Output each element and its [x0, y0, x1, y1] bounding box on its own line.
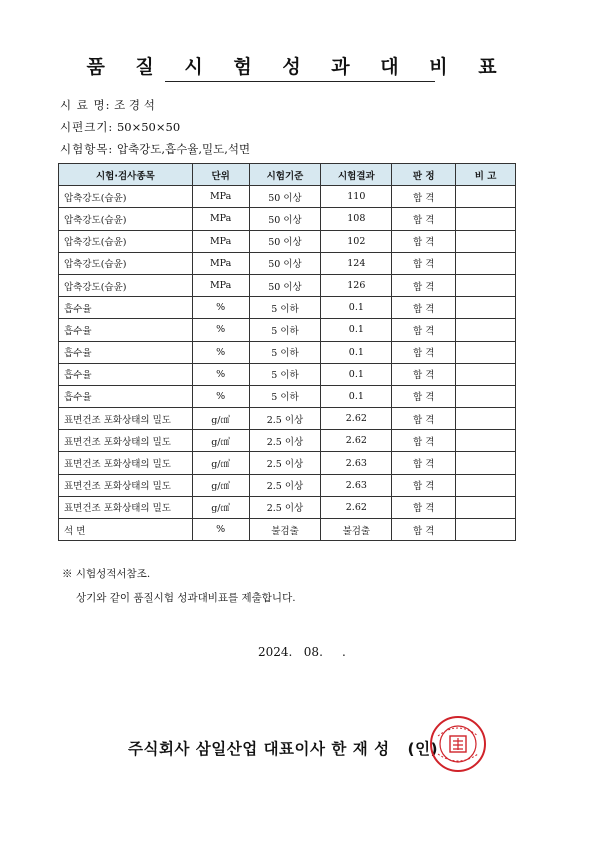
cell-judgement: 합 격 — [392, 297, 456, 319]
table-row — [59, 230, 516, 252]
cell-standard: 5 이하 — [249, 385, 321, 407]
cell-test-item: 흡수율 — [59, 319, 193, 341]
table-row — [59, 186, 516, 208]
cell-remarks — [456, 452, 516, 474]
cell-remarks — [456, 341, 516, 363]
cell-result: 126 — [321, 274, 392, 296]
table-row — [59, 363, 516, 385]
cell-test-item: 표면건조 포화상태의 밀도 — [59, 408, 193, 430]
reference-note: ※ 시험성적서참조. — [62, 568, 151, 580]
cell-judgement: 합 격 — [392, 430, 456, 452]
table-row — [59, 319, 516, 341]
cell-unit: % — [192, 519, 249, 541]
cell-unit: % — [192, 319, 249, 341]
cell-test-item: 압축강도(습윤) — [59, 252, 193, 274]
cell-remarks — [456, 230, 516, 252]
submission-statement: 상기와 같이 품질시험 성과대비표를 제출합니다. — [76, 592, 296, 604]
sample-name-row — [60, 97, 155, 113]
cell-result: 0.1 — [321, 297, 392, 319]
cell-test-item: 표면건조 포화상태의 밀도 — [59, 430, 193, 452]
cell-judgement: 합 격 — [392, 385, 456, 407]
table-row — [59, 208, 516, 230]
cell-unit: g/㎤ — [192, 452, 249, 474]
cell-test-item: 흡수율 — [59, 363, 193, 385]
document-title: 품 질 시 험 성 과 대 비 표 — [86, 56, 509, 78]
cell-test-item: 압축강도(습윤) — [59, 230, 193, 252]
specimen-size-row — [60, 119, 180, 135]
cell-standard: 50 이상 — [249, 208, 321, 230]
specimen-size-label: 시편크기: — [60, 120, 114, 134]
cell-standard: 2.5 이상 — [249, 430, 321, 452]
cell-remarks — [456, 319, 516, 341]
test-items-value: 압축강도,흡수율,밀도,석면 — [116, 142, 251, 156]
cell-unit: MPa — [192, 230, 249, 252]
cell-result: 2.63 — [321, 452, 392, 474]
cell-judgement: 합 격 — [392, 519, 456, 541]
table-row — [59, 274, 516, 296]
cell-remarks — [456, 519, 516, 541]
cell-standard: 5 이하 — [249, 363, 321, 385]
cell-judgement: 합 격 — [392, 363, 456, 385]
cell-test-item: 압축강도(습윤) — [59, 186, 193, 208]
cell-test-item: 표면건조 포화상태의 밀도 — [59, 452, 193, 474]
cell-remarks — [456, 408, 516, 430]
sample-name-value: 조 경 석 — [114, 98, 155, 112]
table-row — [59, 452, 516, 474]
cell-judgement: 합 격 — [392, 186, 456, 208]
cell-standard: 불검출 — [249, 519, 321, 541]
test-items-row — [60, 141, 250, 157]
cell-judgement: 합 격 — [392, 208, 456, 230]
cell-unit: MPa — [192, 252, 249, 274]
cell-unit: % — [192, 297, 249, 319]
cell-judgement: 합 격 — [392, 230, 456, 252]
cell-result: 102 — [321, 230, 392, 252]
cell-judgement: 합 격 — [392, 319, 456, 341]
cell-remarks — [456, 474, 516, 496]
cell-standard: 5 이하 — [249, 341, 321, 363]
header-remarks: 비 고 — [456, 164, 516, 186]
cell-unit: % — [192, 385, 249, 407]
cell-standard: 5 이하 — [249, 297, 321, 319]
table-header-row — [59, 164, 516, 186]
sample-name-label: 시 료 명: — [60, 98, 111, 112]
cell-unit: MPa — [192, 274, 249, 296]
cell-test-item: 압축강도(습윤) — [59, 208, 193, 230]
cell-judgement: 합 격 — [392, 474, 456, 496]
cell-test-item: 표면건조 포화상태의 밀도 — [59, 474, 193, 496]
table-row — [59, 496, 516, 518]
cell-standard: 2.5 이상 — [249, 496, 321, 518]
cell-unit: g/㎤ — [192, 408, 249, 430]
cell-test-item: 흡수율 — [59, 385, 193, 407]
cell-result: 108 — [321, 208, 392, 230]
cell-test-item: 흡수율 — [59, 297, 193, 319]
cell-remarks — [456, 363, 516, 385]
cell-remarks — [456, 186, 516, 208]
table-row — [59, 408, 516, 430]
results-table — [58, 163, 516, 541]
signatory: 주식회사 삼일산업 대표이사 한 재 성 — [128, 740, 390, 758]
cell-test-item: 압축강도(습윤) — [59, 274, 193, 296]
table-row — [59, 474, 516, 496]
cell-standard: 50 이상 — [249, 230, 321, 252]
cell-unit: MPa — [192, 208, 249, 230]
cell-unit: g/㎤ — [192, 496, 249, 518]
cell-unit: % — [192, 341, 249, 363]
cell-test-item: 흡수율 — [59, 341, 193, 363]
cell-result: 2.62 — [321, 496, 392, 518]
cell-result: 2.62 — [321, 408, 392, 430]
cell-result: 124 — [321, 252, 392, 274]
cell-standard: 50 이상 — [249, 186, 321, 208]
cell-unit: MPa — [192, 186, 249, 208]
cell-judgement: 합 격 — [392, 496, 456, 518]
cell-result: 2.63 — [321, 474, 392, 496]
cell-remarks — [456, 274, 516, 296]
cell-result: 0.1 — [321, 385, 392, 407]
cell-remarks — [456, 208, 516, 230]
cell-standard: 2.5 이상 — [249, 474, 321, 496]
cell-unit: g/㎤ — [192, 430, 249, 452]
cell-result: 0.1 — [321, 363, 392, 385]
test-items-label: 시험항목: — [60, 142, 114, 156]
cell-result: 불검출 — [321, 519, 392, 541]
seal-mark-text: (인) — [407, 740, 439, 758]
title-underline — [165, 81, 435, 82]
header-test-item: 시험·검사종목 — [59, 164, 193, 186]
cell-judgement: 합 격 — [392, 274, 456, 296]
cell-remarks — [456, 297, 516, 319]
signature-line — [128, 737, 438, 759]
cell-remarks — [456, 430, 516, 452]
cell-test-item: 석 면 — [59, 519, 193, 541]
cell-standard: 2.5 이상 — [249, 408, 321, 430]
company-seal-stamp — [428, 714, 488, 774]
cell-result: 2.62 — [321, 430, 392, 452]
cell-unit: % — [192, 363, 249, 385]
specimen-size-value: 50×50×50 — [116, 120, 181, 134]
table-row — [59, 341, 516, 363]
table-row — [59, 519, 516, 541]
table-row — [59, 430, 516, 452]
cell-remarks — [456, 252, 516, 274]
header-result: 시험결과 — [321, 164, 392, 186]
header-standard: 시험기준 — [249, 164, 321, 186]
table-row — [59, 252, 516, 274]
cell-remarks — [456, 496, 516, 518]
header-judgement: 판 정 — [392, 164, 456, 186]
header-unit: 단위 — [192, 164, 249, 186]
table-row — [59, 297, 516, 319]
cell-standard: 50 이상 — [249, 252, 321, 274]
cell-standard: 50 이상 — [249, 274, 321, 296]
cell-judgement: 합 격 — [392, 252, 456, 274]
cell-remarks — [456, 385, 516, 407]
cell-standard: 2.5 이상 — [249, 452, 321, 474]
table-row — [59, 385, 516, 407]
cell-test-item: 표면건조 포화상태의 밀도 — [59, 496, 193, 518]
cell-judgement: 합 격 — [392, 408, 456, 430]
cell-result: 0.1 — [321, 319, 392, 341]
cell-unit: g/㎤ — [192, 474, 249, 496]
submission-date: 2024. 08. . — [258, 645, 346, 659]
cell-result: 110 — [321, 186, 392, 208]
cell-standard: 5 이하 — [249, 319, 321, 341]
cell-result: 0.1 — [321, 341, 392, 363]
cell-judgement: 합 격 — [392, 341, 456, 363]
cell-judgement: 합 격 — [392, 452, 456, 474]
